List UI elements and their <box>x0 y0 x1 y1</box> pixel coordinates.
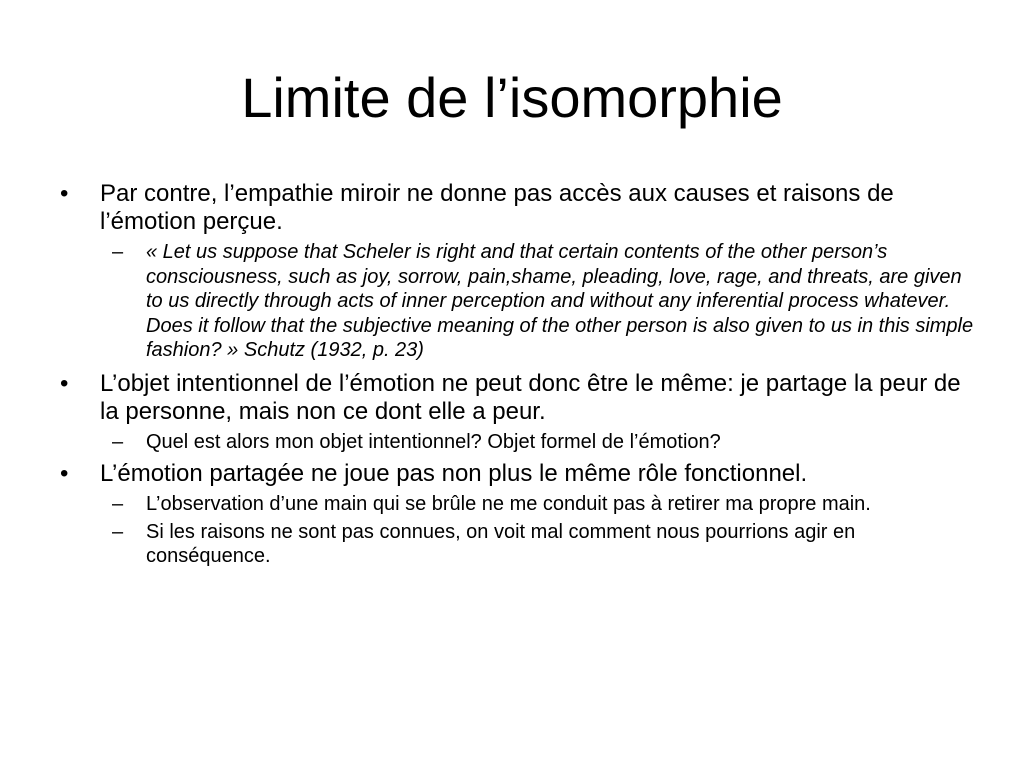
quote-text: « Let us suppose that Scheler is right and that certain contents of the other person’s consciousness, such as joy, sorrow, pain,shame, pleading, love, rage, and threats, are given to us directly through acts of inner perception and without any inferential process whatever. Does it follow that the subjective meaning of the other person is also given to us in this simple fashion? » Schutz (1932, p. 23) <box>146 241 974 361</box>
bullet-text: L’objet intentionnel de l’émotion ne peut donc être le même: je partage la peur de la personne, mais non ce dont elle a peur. <box>100 369 961 425</box>
sub-bullet-item <box>56 430 976 455</box>
sub-bullet-item-quote <box>56 240 976 363</box>
sub-bullet-text: Quel est alors mon objet intentionnel? Objet formel de l’émotion? <box>146 430 721 453</box>
bullet-marker: • <box>60 460 69 487</box>
slide-body <box>56 180 976 572</box>
sub-bullet-text: Si les raisons ne sont pas connues, on voit mal comment nous pourrions agir en conséquence. <box>146 520 856 567</box>
bullet-item <box>56 180 976 236</box>
slide-title: Limite de l’isomorphie <box>241 66 783 129</box>
bullet-marker: • <box>60 180 69 207</box>
sub-bullet-text: L’observation d’une main qui se brûle ne me conduit pas à retirer ma propre main. <box>146 493 871 515</box>
sub-bullet-item <box>56 492 976 517</box>
bullet-text: Par contre, l’empathie miroir ne donne pas accès aux causes et raisons de l’émotion perçue. <box>100 180 894 235</box>
dash-marker: – <box>112 493 124 515</box>
bullet-item <box>56 370 976 426</box>
dash-marker: – <box>112 520 124 543</box>
dash-marker: – <box>112 430 124 453</box>
dash-marker: – <box>112 241 124 263</box>
bullet-marker: • <box>60 369 69 397</box>
bullet-text: L’émotion partagée ne joue pas non plus le même rôle fonctionnel. <box>100 460 808 487</box>
bullet-item <box>56 460 976 488</box>
sub-bullet-item <box>56 520 976 569</box>
